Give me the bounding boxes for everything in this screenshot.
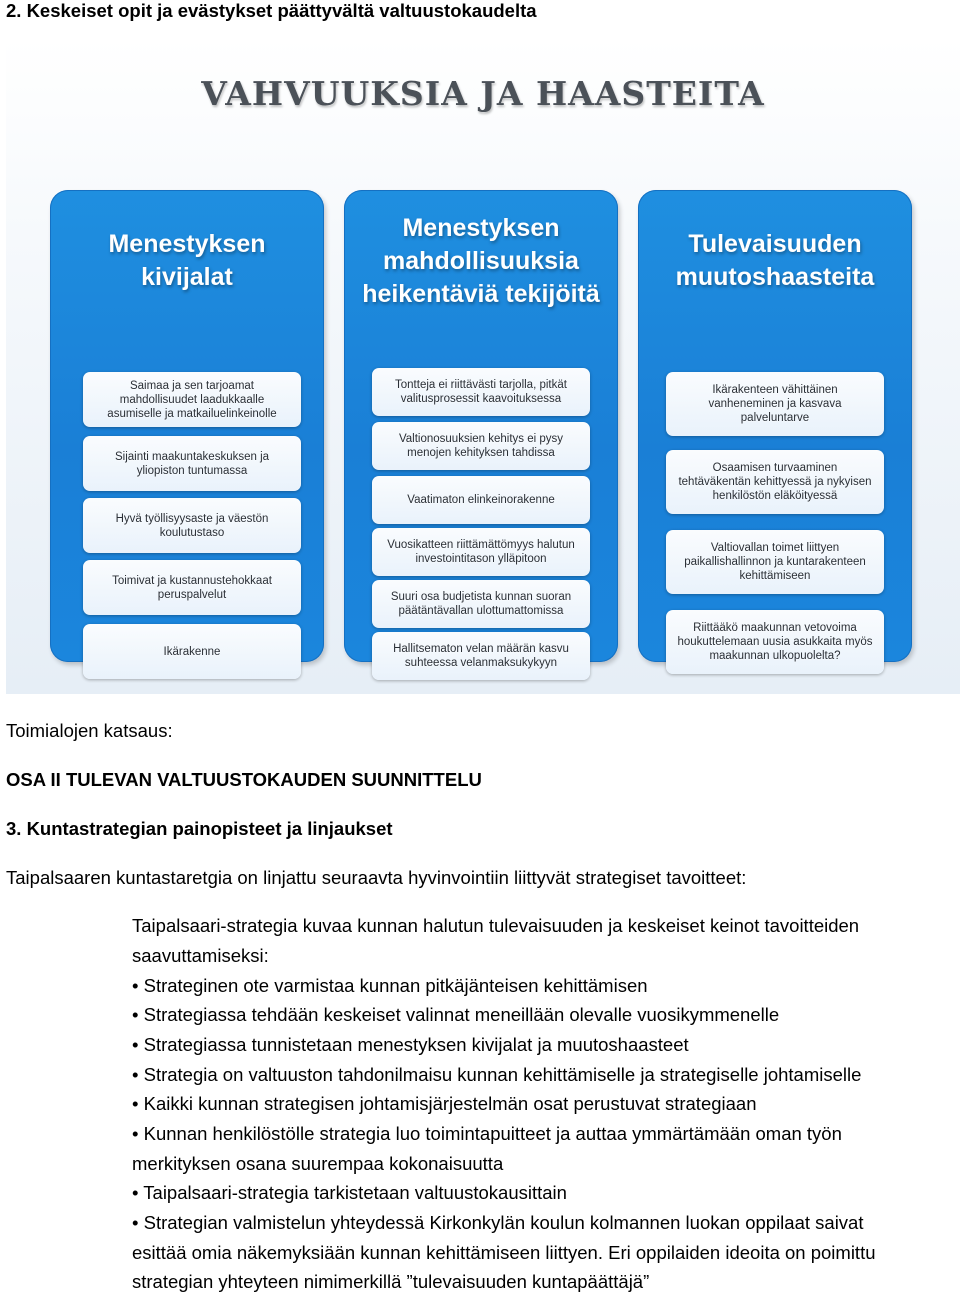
challenge-card: Riittääkö maakunnan vetovoima houkuttelemaan uusia asukkaita myös maakunnan ulkopuolelta? (666, 610, 884, 674)
bullet-item: • Strateginen ote varmistaa kunnan pitkäjänteisen kehittämisen (132, 975, 648, 996)
strengths-challenges-infographic (6, 38, 960, 694)
weakness-card: Tontteja ei riittävästi tarjolla, pitkät valitusprosessit kaavoituksessa (372, 368, 590, 416)
bullet-item: • Strategiassa tehdään keskeiset valinnat meneillään olevalle vuosikymmenelle (132, 1004, 780, 1025)
challenge-card: Valtiovallan toimet liittyen paikallishallinnon ja kuntarakenteen kehittämiseen (666, 530, 884, 594)
strategy-line: saavuttamiseksi: (132, 945, 269, 966)
bullet-item: • Kunnan henkilöstölle strategia luo toimintapuitteet ja auttaa ymmärtämään oman työn (132, 1123, 842, 1144)
bullet-item-continuation: strategian yhteyteen nimimerkillä ”tulevaisuuden kuntapäättäjä” (132, 1271, 650, 1292)
strength-card: Sijainti maakuntakeskuksen ja yliopiston tuntumassa (83, 436, 301, 491)
strategy-line: Taipalsaari-strategia kuvaa kunnan halutun tulevaisuuden ja keskeiset keinot tavoitteiden (132, 915, 860, 936)
column-kivijalat (50, 190, 324, 662)
weakness-card: Vuosikatteen riittämättömyys halutun investointitason ylläpitoon (372, 528, 590, 576)
bullet-item-continuation: merkityksen osana suurempaa kokonaisuutta (132, 1153, 504, 1174)
bullet-item: • Strategiassa tunnistetaan menestyksen kivijalat ja muutoshaasteet (132, 1034, 689, 1055)
strength-card: Hyvä työllisyysaste ja väestön koulutustaso (83, 498, 301, 553)
bullet-item: • Kaikki kunnan strategisen johtamisjärjestelmän osat perustuvat strategiaan (132, 1093, 757, 1114)
weakness-card: Valtionosuuksien kehitys ei pysy menojen kehityksen tahdissa (372, 422, 590, 470)
toimialojen-katsaus: Toimialojen katsaus: (6, 720, 173, 741)
part-heading: OSA II TULEVAN VALTUUSTOKAUDEN SUUNNITTELU (6, 769, 482, 790)
strength-card: Saimaa ja sen tarjoamat mahdollisuudet laadukkaalle asumiselle ja matkailuelinkeinolle (83, 372, 301, 427)
challenge-card: Ikärakenteen vähittäinen vanheneminen ja kasvava palveluntarve (666, 372, 884, 436)
column-title: Menestyksen mahdollisuuksia heikentäviä tekijöitä (362, 214, 600, 308)
infographic-title: VAHVUUKSIA JA HAASTEITA (201, 74, 765, 113)
challenge-card: Osaamisen turvaaminen tehtäväkentän kehittyessä ja nykyisen henkilöstön eläköityessä (666, 450, 884, 514)
strength-card: Toimivat ja kustannustehokkaat peruspalvelut (83, 560, 301, 615)
column-heikentavat-tekijat (344, 190, 618, 669)
section-heading-2: 2. Keskeiset opit ja evästykset päättyvältä valtuustokaudelta (6, 0, 537, 21)
column-title: Menestyksen kivijalat (108, 230, 266, 291)
strength-card: Ikärakenne (83, 624, 301, 679)
intro-paragraph: Taipalsaaren kuntastaretgia on linjattu seuraavta hyvinvointiin liittyvät strategiset tavoitteet: (6, 867, 747, 888)
bullet-item: • Taipalsaari-strategia tarkistetaan valtuustokausittain (132, 1182, 567, 1203)
section-heading-3: 3. Kuntastrategian painopisteet ja linjaukset (6, 818, 393, 839)
weakness-card: Vaatimaton elinkeinorakenne (372, 476, 590, 524)
weakness-card: Suuri osa budjetista kunnan suoran päätäntävallan ulottumattomissa (372, 580, 590, 628)
weakness-card: Hallitsematon velan määrän kasvu suhteessa velanmaksukykyyn (372, 632, 590, 680)
column-title: Tulevaisuuden muutoshaasteita (675, 230, 875, 291)
column-muutoshaasteet (638, 190, 912, 662)
bullet-item: • Strategian valmistelun yhteydessä Kirkonkylän koulun kolmannen luokan oppilaat saivat (132, 1212, 864, 1233)
bullet-item-continuation: esittää omia näkemyksiään kunnan kehittämiseen liittyen. Eri oppilaiden ideoita on poimittu (132, 1242, 876, 1263)
bullet-item: • Strategia on valtuuston tahdonilmaisu kunnan kehittämiselle ja strategiselle johtamiselle (132, 1064, 862, 1085)
